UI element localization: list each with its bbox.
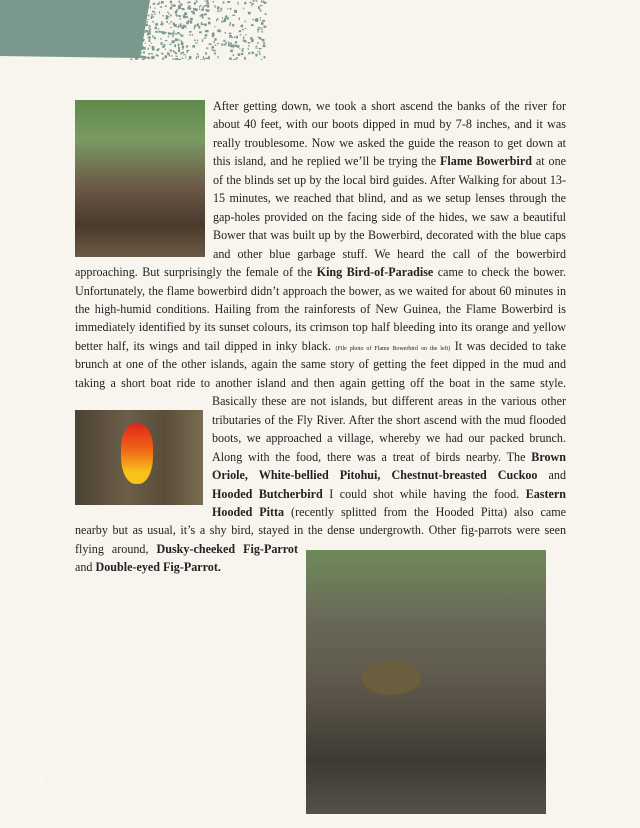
text: After getting down, we took a short ascend the banks of the river for about 40 feet, with our boots dipped in mud by 7-8 inches, and it was really troublesome. Now we asked the guide the reason to get down at this island, and he replied we’ll be trying the xyxy=(213,99,566,169)
text: (recently splitted from the Hooded Pitta) also came nearby but as usual, it’s a shy bird, stayed in the dense undergrowth. Other fig-parrots were seen flying around, xyxy=(75,504,566,556)
bower-photo xyxy=(75,100,205,257)
female-bird-at-bower-photo xyxy=(306,550,546,814)
text: and xyxy=(537,468,566,483)
bird-name: Dusky-cheeked Fig-Parrot xyxy=(156,541,298,556)
photo-caption: (File photo of Flame Bowerbird on the left) xyxy=(335,345,451,352)
article-body xyxy=(75,97,566,816)
bird-name: Double-eyed Fig-Parrot. xyxy=(95,560,221,575)
text: It was decided to take brunch at one of the other islands, again the same story of getting the feet dipped in the mud and taking a short boat ride to another island and then again getting off the boat in the same style. Basically these are not islands, but different areas in the various other tributaries of the Fly River. After the short ascend with the mud flooded boots, we approached a village, whereby we had our packed brunch. Along with the food, there was a treat of birds nearby. The xyxy=(75,338,567,464)
page-number: 3 xyxy=(36,770,44,786)
bird-name: Eastern Hooded Pitta xyxy=(212,486,566,519)
bird-name: Hooded Butcherbird xyxy=(212,486,323,501)
bird-name: Brown Oriole, White-bellied Pitohui, Chestnut-breasted Cuckoo xyxy=(212,449,566,483)
bird-name: Flame Bowerbird xyxy=(440,154,532,169)
brush-stroke-decoration xyxy=(0,0,270,60)
text: at one of the blinds set up by the local bird guides. After Walking for about 13-15 minutes, we reached that blind, and as we setup lenses through the gap-holes provided on the facing side of the hides, we saw a beautiful Bower that was built up by the Bowerbird, decorated with the blue caps and other blue garbage stuff. We heard the call of the bowerbird approaching. But surprisingly the female of the xyxy=(75,154,566,280)
bird-name: King Bird-of-Paradise xyxy=(316,265,434,280)
text: came to check the bower. Unfortunately, the flame bowerbird didn’t approach the bower, as we waited for about 60 minutes in the high-humid conditions. Hailing from the rainforests of New Guinea, the Flame Bowerbird is immediately identified by its sunset colours, its crimson top half bleeding into its orange and yellow better half, its wings and tail dipped in inky black. xyxy=(75,265,566,353)
text: I could shot while having the food. xyxy=(322,486,526,501)
text: and xyxy=(75,560,96,575)
flame-bowerbird-photo xyxy=(75,410,203,505)
